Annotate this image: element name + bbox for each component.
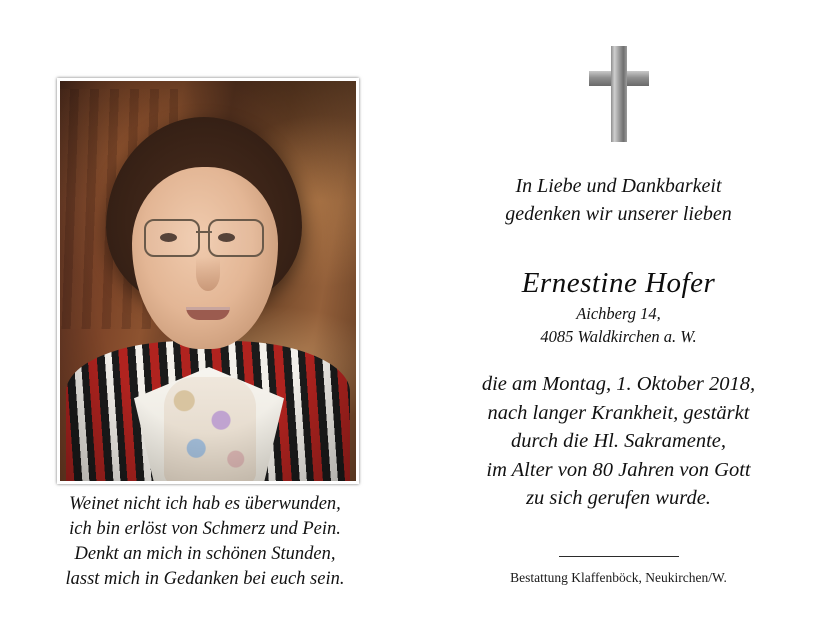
funeral-home-credit: Bestattung Klaffenböck, Neukirchen/W. xyxy=(510,570,727,585)
obituary-line-1: die am Montag, 1. Oktober 2018, xyxy=(481,373,756,395)
address-line-1: Aichberg 14, xyxy=(576,304,661,323)
obituary-line-4: im Alter von 80 Jahren von Gott xyxy=(486,458,751,481)
address-line-2: 4085 Waldkirchen a. W. xyxy=(540,327,697,346)
deceased-address xyxy=(410,302,827,348)
verse-line-2: ich bin erlöst von Schmerz und Pein. xyxy=(69,519,341,539)
portrait-photo-frame xyxy=(57,78,359,484)
right-column xyxy=(410,0,827,620)
portrait-photo xyxy=(60,81,356,481)
intro-line-2: gedenken wir unserer lieben xyxy=(505,203,732,225)
left-column xyxy=(0,0,410,620)
intro-text xyxy=(410,172,827,228)
verse-line-3: Denkt an mich in schönen Stunden, xyxy=(74,544,336,564)
deceased-name: Ernestine Hofer xyxy=(521,267,716,299)
verse-line-4: lasst mich in Gedanken bei euch sein. xyxy=(65,569,345,589)
cross-container xyxy=(410,46,827,142)
photo-vignette xyxy=(60,81,356,481)
christian-cross-icon xyxy=(583,46,655,142)
verse-line-1: Weinet nicht ich hab es überwunden, xyxy=(69,494,341,514)
footer-divider xyxy=(559,556,679,557)
obituary-line-2: nach langer Krankheit, gestärkt xyxy=(487,401,750,424)
obituary-text xyxy=(410,370,827,513)
obituary-line-5: zu sich gerufen wurde. xyxy=(526,487,711,509)
intro-line-1: In Liebe und Dankbarkeit xyxy=(515,175,722,197)
obituary-line-3: durch die Hl. Sakramente, xyxy=(510,430,726,452)
memorial-verse xyxy=(0,492,410,592)
